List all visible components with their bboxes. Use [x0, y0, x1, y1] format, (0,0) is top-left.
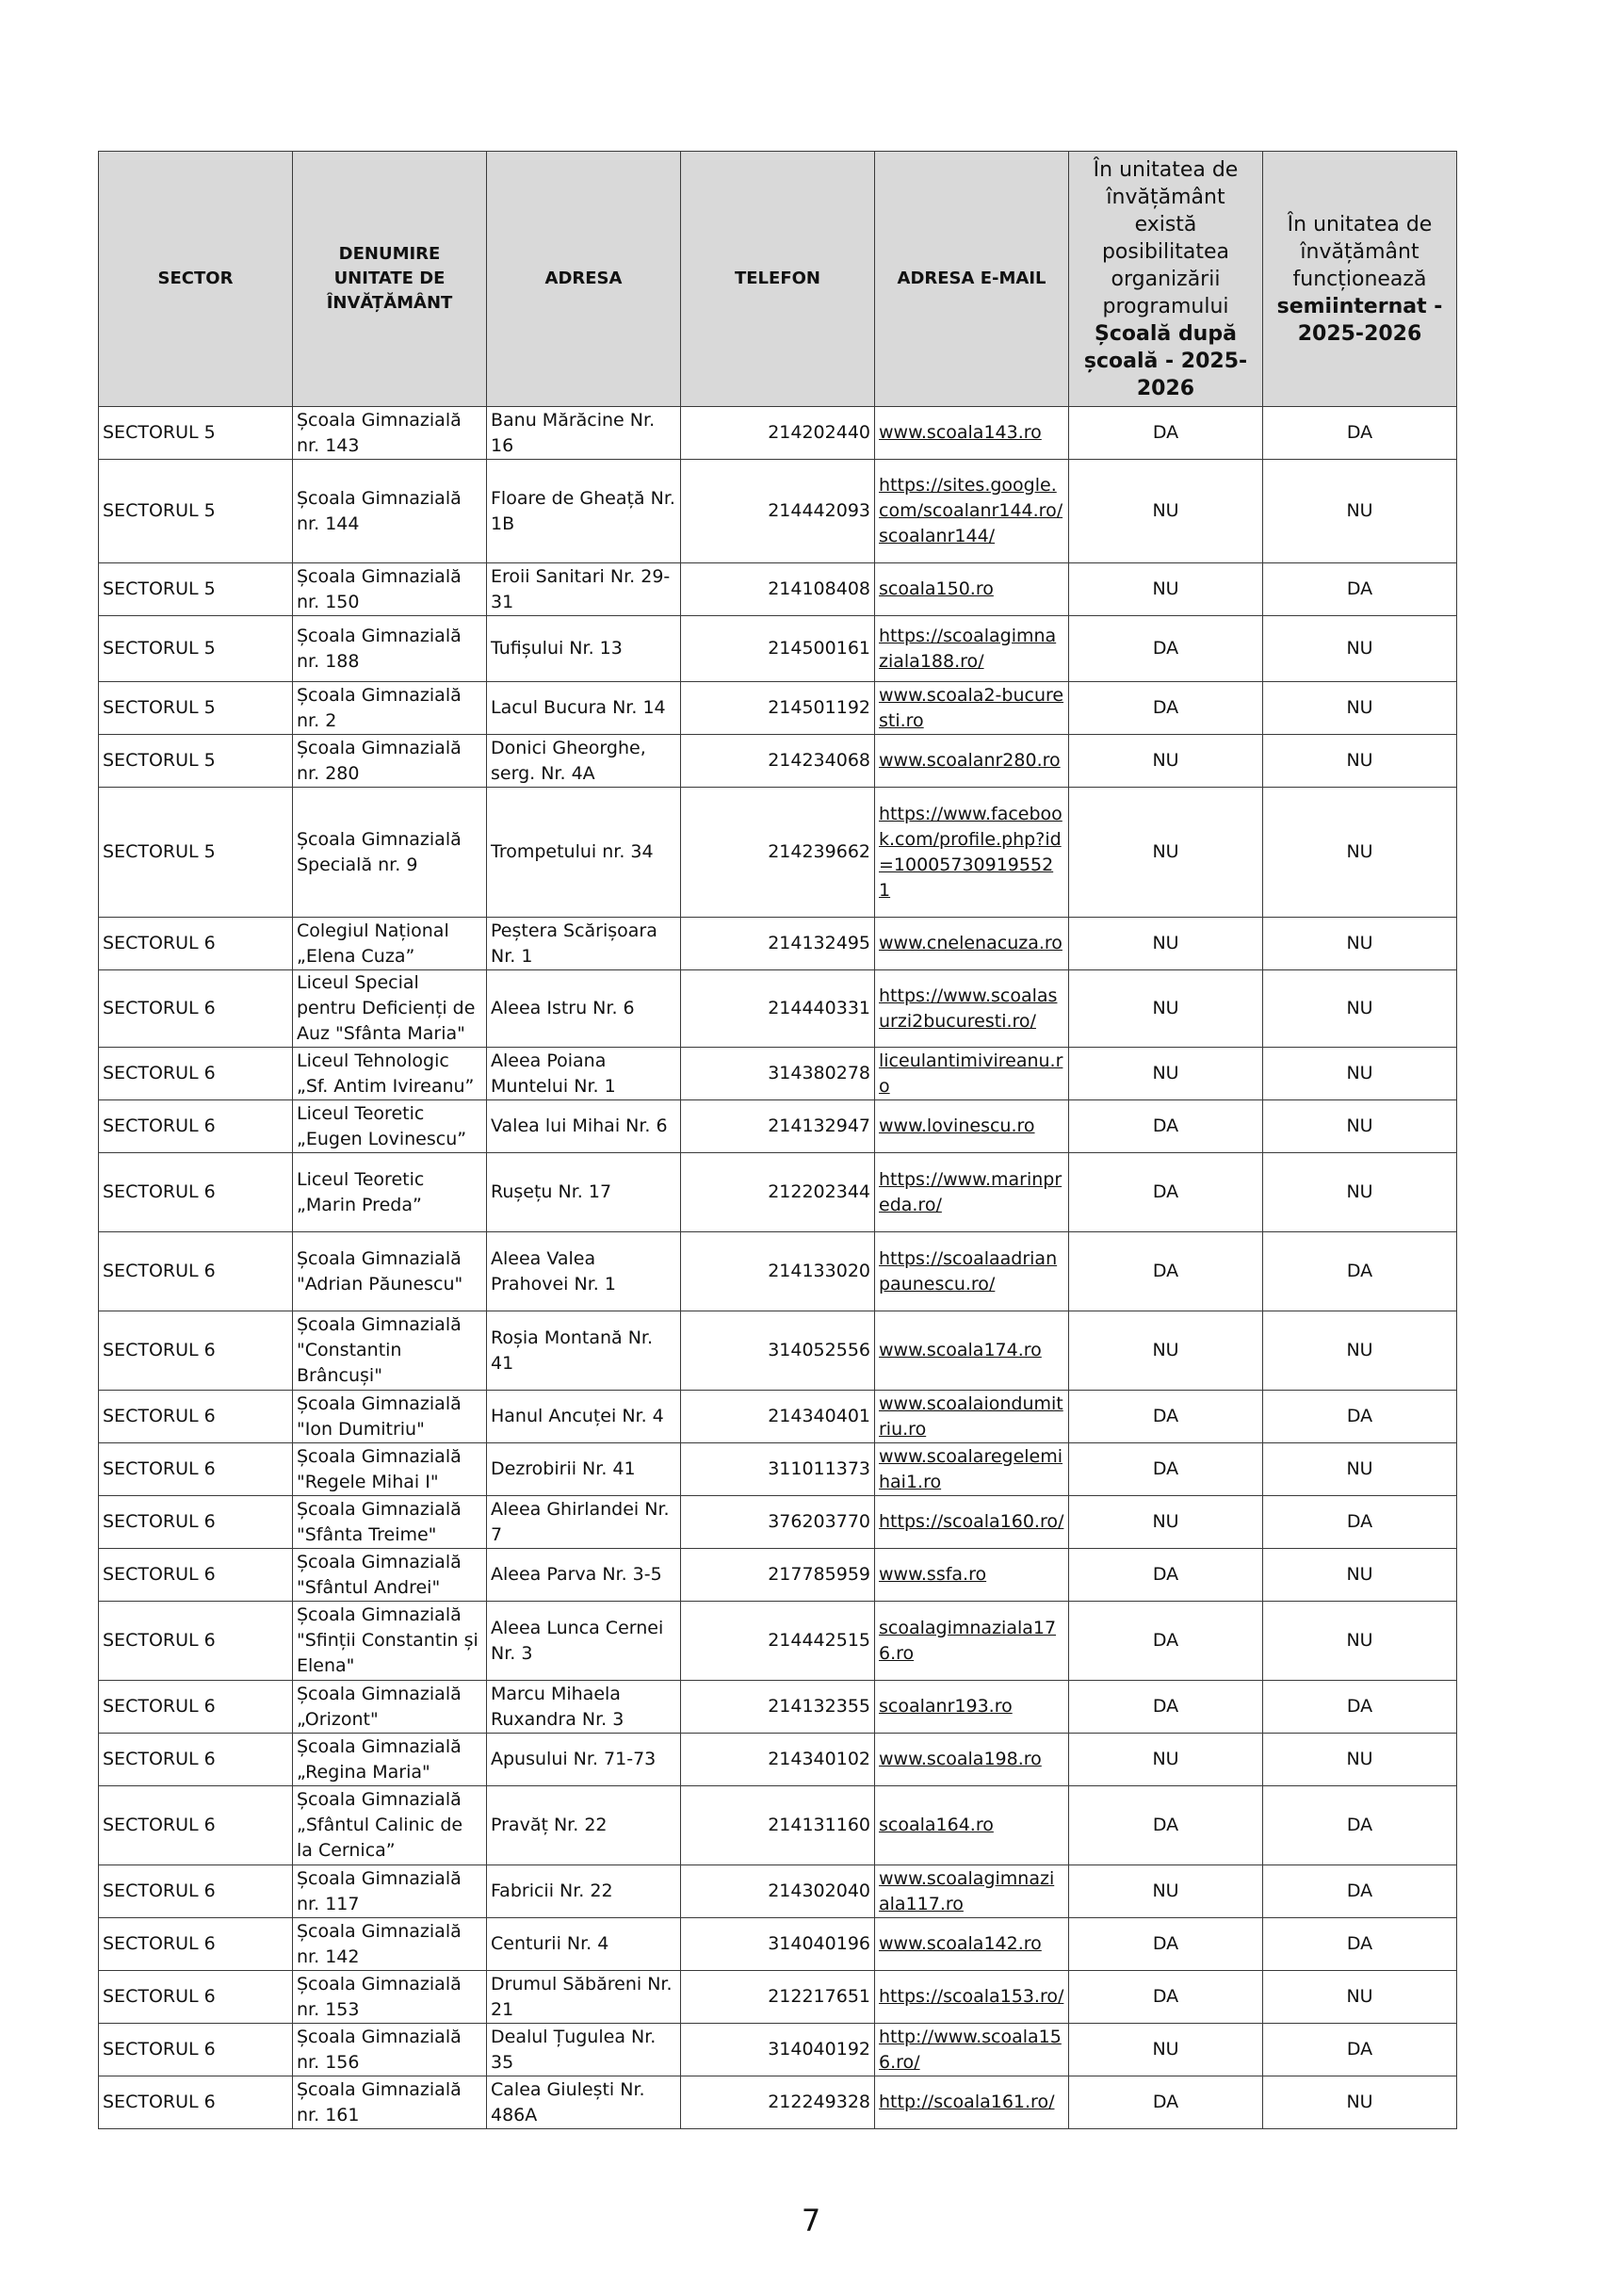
cell-address: Aleea Lunca Cernei Nr. 3: [487, 1602, 681, 1681]
cell-address: Aleea Valea Prahovei Nr. 1: [487, 1232, 681, 1311]
email-link[interactable]: scoala150.ro: [879, 578, 994, 599]
cell-sector: SECTORUL 5: [99, 460, 293, 563]
cell-scoala-dupa-scoala: DA: [1069, 1549, 1263, 1602]
cell-semiinternat: NU: [1263, 918, 1457, 970]
cell-name: Liceul Teoretic „Eugen Lovinescu”: [293, 1100, 487, 1153]
cell-address: Apusului Nr. 71-73: [487, 1734, 681, 1786]
table-row: [99, 616, 1457, 682]
cell-scoala-dupa-scoala: DA: [1069, 616, 1263, 682]
cell-semiinternat: NU: [1263, 1549, 1457, 1602]
cell-sector: SECTORUL 5: [99, 616, 293, 682]
cell-phone: 214442515: [681, 1602, 875, 1681]
cell-address: Tufișului Nr. 13: [487, 616, 681, 682]
cell-name: Școala Gimnazială "Ion Dumitriu": [293, 1391, 487, 1443]
cell-name: Școala Gimnazială "Sfânta Treime": [293, 1496, 487, 1549]
header-scoala-dupa-prefix: În unitatea de învățământ există posibilitatea organizării programului: [1093, 157, 1239, 318]
cell-sector: SECTORUL 5: [99, 788, 293, 918]
cell-name: Colegiul Național „Elena Cuza”: [293, 918, 487, 970]
cell-name: Liceul Teoretic „Marin Preda”: [293, 1153, 487, 1232]
email-link[interactable]: www.scoala174.ro: [879, 1340, 1042, 1360]
cell-scoala-dupa-scoala: DA: [1069, 1786, 1263, 1865]
table-row: [99, 2024, 1457, 2076]
table-row: [99, 788, 1457, 918]
page-number: 7: [801, 2203, 821, 2239]
cell-name: Școala Gimnazială nr. 153: [293, 1971, 487, 2024]
table-row: [99, 1734, 1457, 1786]
cell-name: Școala Gimnazială nr. 150: [293, 563, 487, 616]
cell-scoala-dupa-scoala: DA: [1069, 1971, 1263, 2024]
cell-phone: 214132355: [681, 1681, 875, 1734]
email-link[interactable]: www.scoala143.ro: [879, 422, 1042, 443]
cell-semiinternat: NU: [1263, 2076, 1457, 2129]
table-row: [99, 1865, 1457, 1918]
cell-semiinternat: NU: [1263, 1443, 1457, 1496]
cell-email[interactable]: [875, 1549, 1069, 1602]
cell-phone: 314040192: [681, 2024, 875, 2076]
cell-address: Fabricii Nr. 22: [487, 1865, 681, 1918]
cell-address: Roșia Montană Nr. 41: [487, 1311, 681, 1391]
email-link[interactable]: https://scoala160.ro/: [879, 1511, 1064, 1532]
cell-phone: 214340102: [681, 1734, 875, 1786]
cell-scoala-dupa-scoala: DA: [1069, 1232, 1263, 1311]
table-row: [99, 1602, 1457, 1681]
header-email: ADRESA E-MAIL: [875, 152, 1069, 407]
table-row: [99, 1786, 1457, 1865]
cell-phone: 214132495: [681, 918, 875, 970]
table-row: [99, 1311, 1457, 1391]
cell-semiinternat: DA: [1263, 1232, 1457, 1311]
email-link[interactable]: scoalagimnaziala176.ro: [879, 1617, 1057, 1664]
table-row: [99, 1153, 1457, 1232]
cell-phone: 214131160: [681, 1786, 875, 1865]
cell-phone: 214500161: [681, 616, 875, 682]
email-link[interactable]: http://scoala161.ro/: [879, 2092, 1055, 2112]
email-link[interactable]: www.scoalaregelemihai1.ro: [879, 1445, 1063, 1492]
cell-name: Școala Gimnazială nr. 144: [293, 460, 487, 563]
cell-sector: SECTORUL 5: [99, 407, 293, 460]
cell-name: Școala Gimnazială nr. 142: [293, 1918, 487, 1971]
cell-name: Liceul Tehnologic „Sf. Antim Ivireanu”: [293, 1048, 487, 1100]
cell-semiinternat: DA: [1263, 407, 1457, 460]
cell-name: Școala Gimnazială nr. 143: [293, 407, 487, 460]
cell-email[interactable]: [875, 1391, 1069, 1443]
cell-name: Școala Gimnazială nr. 280: [293, 735, 487, 788]
table-row: [99, 407, 1457, 460]
cell-address: Lacul Bucura Nr. 14: [487, 682, 681, 735]
table-row: [99, 563, 1457, 616]
cell-address: Hanul Ancuței Nr. 4: [487, 1391, 681, 1443]
cell-email[interactable]: [875, 1232, 1069, 1311]
email-link[interactable]: scoalanr193.ro: [879, 1696, 1013, 1717]
cell-name: Școala Gimnazială "Regele Mihai I": [293, 1443, 487, 1496]
cell-email[interactable]: [875, 682, 1069, 735]
email-link[interactable]: https://www.scoalasurzi2bucuresti.ro/: [879, 985, 1058, 1032]
table-row: [99, 1443, 1457, 1496]
cell-scoala-dupa-scoala: DA: [1069, 1681, 1263, 1734]
cell-address: Banu Mărăcine Nr. 16: [487, 407, 681, 460]
cell-scoala-dupa-scoala: NU: [1069, 918, 1263, 970]
email-link[interactable]: www.scoala2-bucuresti.ro: [879, 684, 1064, 731]
cell-name: Școala Gimnazială nr. 161: [293, 2076, 487, 2129]
header-denumire: DENUMIRE UNITATE DE ÎNVĂȚĂMÂNT: [293, 152, 487, 407]
cell-address: Marcu Mihaela Ruxandra Nr. 3: [487, 1681, 681, 1734]
table-row: [99, 682, 1457, 735]
cell-semiinternat: DA: [1263, 1786, 1457, 1865]
cell-address: Trompetului nr. 34: [487, 788, 681, 918]
cell-semiinternat: NU: [1263, 1048, 1457, 1100]
table-row: [99, 1232, 1457, 1311]
table-row: [99, 1918, 1457, 1971]
email-link[interactable]: www.lovinescu.ro: [879, 1115, 1035, 1136]
cell-email[interactable]: [875, 460, 1069, 563]
cell-name: Școala Gimnazială „Sfântul Calinic de la Cernica”: [293, 1786, 487, 1865]
cell-semiinternat: NU: [1263, 970, 1457, 1048]
email-link[interactable]: https://scoalagimnaziala188.ro/: [879, 625, 1057, 672]
cell-phone: 214132947: [681, 1100, 875, 1153]
cell-semiinternat: NU: [1263, 1734, 1457, 1786]
cell-sector: SECTORUL 6: [99, 1734, 293, 1786]
cell-sector: SECTORUL 6: [99, 1549, 293, 1602]
cell-email[interactable]: [875, 1918, 1069, 1971]
table-row: [99, 1971, 1457, 2024]
cell-scoala-dupa-scoala: DA: [1069, 1153, 1263, 1232]
cell-sector: SECTORUL 5: [99, 563, 293, 616]
cell-phone: 314380278: [681, 1048, 875, 1100]
cell-semiinternat: NU: [1263, 1100, 1457, 1153]
email-link[interactable]: https://scoala153.ro/: [879, 1986, 1064, 2007]
cell-sector: SECTORUL 6: [99, 1918, 293, 1971]
cell-name: Școala Gimnazială "Sfântul Andrei": [293, 1549, 487, 1602]
email-link[interactable]: www.scoala142.ro: [879, 1933, 1042, 1954]
cell-name: Liceul Special pentru Deficienți de Auz "Sfânta Maria": [293, 970, 487, 1048]
cell-email[interactable]: [875, 788, 1069, 918]
cell-semiinternat: NU: [1263, 682, 1457, 735]
cell-name: Școala Gimnazială "Sfinții Constantin și Elena": [293, 1602, 487, 1681]
cell-email[interactable]: [875, 1681, 1069, 1734]
table-row: [99, 1391, 1457, 1443]
email-link[interactable]: https://www.facebook.com/profile.php?id=100057309195521: [879, 803, 1062, 901]
cell-phone: 214440331: [681, 970, 875, 1048]
table-row: [99, 2076, 1457, 2129]
cell-sector: SECTORUL 6: [99, 1048, 293, 1100]
cell-email[interactable]: [875, 1100, 1069, 1153]
header-row: [99, 152, 1457, 407]
cell-address: Dezrobirii Nr. 41: [487, 1443, 681, 1496]
cell-scoala-dupa-scoala: DA: [1069, 1100, 1263, 1153]
cell-phone: 376203770: [681, 1496, 875, 1549]
email-link[interactable]: scoala164.ro: [879, 1815, 994, 1835]
cell-semiinternat: NU: [1263, 460, 1457, 563]
cell-phone: 214442093: [681, 460, 875, 563]
cell-semiinternat: DA: [1263, 1918, 1457, 1971]
cell-scoala-dupa-scoala: NU: [1069, 1496, 1263, 1549]
cell-scoala-dupa-scoala: NU: [1069, 970, 1263, 1048]
email-link[interactable]: liceulantimivireanu.ro: [879, 1050, 1063, 1097]
cell-email[interactable]: [875, 1786, 1069, 1865]
cell-sector: SECTORUL 6: [99, 970, 293, 1048]
header-scoala-dupa-scoala: [1069, 152, 1263, 407]
cell-semiinternat: DA: [1263, 2024, 1457, 2076]
table-row: [99, 1100, 1457, 1153]
table-row: [99, 918, 1457, 970]
cell-semiinternat: NU: [1263, 735, 1457, 788]
cell-address: Aleea Istru Nr. 6: [487, 970, 681, 1048]
cell-email[interactable]: [875, 1311, 1069, 1391]
cell-address: Donici Gheorghe, serg. Nr. 4A: [487, 735, 681, 788]
email-link[interactable]: https://www.marinpreda.ro/: [879, 1168, 1062, 1215]
cell-phone: 314052556: [681, 1311, 875, 1391]
cell-scoala-dupa-scoala: DA: [1069, 682, 1263, 735]
cell-address: Eroii Sanitari Nr. 29-31: [487, 563, 681, 616]
cell-sector: SECTORUL 6: [99, 1391, 293, 1443]
cell-phone: 311011373: [681, 1443, 875, 1496]
cell-semiinternat: NU: [1263, 1971, 1457, 2024]
cell-semiinternat: NU: [1263, 616, 1457, 682]
cell-semiinternat: DA: [1263, 1865, 1457, 1918]
cell-email[interactable]: [875, 1971, 1069, 2024]
cell-semiinternat: NU: [1263, 1153, 1457, 1232]
cell-email[interactable]: [875, 918, 1069, 970]
table-row: [99, 460, 1457, 563]
header-sector: SECTOR: [99, 152, 293, 407]
table-row: [99, 1549, 1457, 1602]
cell-sector: SECTORUL 6: [99, 1311, 293, 1391]
cell-scoala-dupa-scoala: NU: [1069, 1865, 1263, 1918]
cell-semiinternat: NU: [1263, 1311, 1457, 1391]
cell-phone: 214302040: [681, 1865, 875, 1918]
cell-address: Valea lui Mihai Nr. 6: [487, 1100, 681, 1153]
cell-email[interactable]: [875, 563, 1069, 616]
cell-address: Aleea Ghirlandei Nr. 7: [487, 1496, 681, 1549]
cell-sector: SECTORUL 6: [99, 1602, 293, 1681]
cell-name: Școala Gimnazială nr. 156: [293, 2024, 487, 2076]
cell-phone: 214108408: [681, 563, 875, 616]
cell-sector: SECTORUL 6: [99, 2024, 293, 2076]
cell-semiinternat: DA: [1263, 1391, 1457, 1443]
cell-scoala-dupa-scoala: NU: [1069, 460, 1263, 563]
cell-address: Dealul Țugulea Nr. 35: [487, 2024, 681, 2076]
cell-sector: SECTORUL 6: [99, 1443, 293, 1496]
cell-phone: 214202440: [681, 407, 875, 460]
email-link[interactable]: www.scoalaiondumitriu.ro: [879, 1392, 1063, 1440]
cell-semiinternat: NU: [1263, 1602, 1457, 1681]
table-body: [99, 407, 1457, 2129]
cell-email[interactable]: [875, 1865, 1069, 1918]
table-row: [99, 1496, 1457, 1549]
cell-email[interactable]: [875, 735, 1069, 788]
cell-sector: SECTORUL 6: [99, 1153, 293, 1232]
cell-name: Școala Gimnazială Specială nr. 9: [293, 788, 487, 918]
header-scoala-dupa-bold: Școală după școală - 2025-2026: [1083, 321, 1248, 400]
cell-address: Aleea Parva Nr. 3-5: [487, 1549, 681, 1602]
cell-email[interactable]: [875, 1443, 1069, 1496]
cell-sector: SECTORUL 6: [99, 1232, 293, 1311]
cell-name: Școala Gimnazială "Adrian Păunescu": [293, 1232, 487, 1311]
cell-name: Școala Gimnazială nr. 2: [293, 682, 487, 735]
cell-name: Școala Gimnazială „Orizont": [293, 1681, 487, 1734]
cell-name: Școala Gimnazială „Regina Maria": [293, 1734, 487, 1786]
email-link[interactable]: www.scoala198.ro: [879, 1749, 1042, 1769]
cell-scoala-dupa-scoala: NU: [1069, 735, 1263, 788]
cell-sector: SECTORUL 6: [99, 918, 293, 970]
header-semiinternat: [1263, 152, 1457, 407]
cell-sector: SECTORUL 6: [99, 1786, 293, 1865]
cell-sector: SECTORUL 5: [99, 682, 293, 735]
cell-email[interactable]: [875, 2076, 1069, 2129]
table-row: [99, 1681, 1457, 1734]
cell-scoala-dupa-scoala: DA: [1069, 1443, 1263, 1496]
cell-scoala-dupa-scoala: DA: [1069, 1391, 1263, 1443]
cell-phone: 214234068: [681, 735, 875, 788]
cell-email[interactable]: [875, 407, 1069, 460]
header-semiinternat-bold: semiinternat - 2025-2026: [1276, 294, 1443, 346]
cell-name: Școala Gimnazială nr. 117: [293, 1865, 487, 1918]
cell-scoala-dupa-scoala: NU: [1069, 563, 1263, 616]
schools-table: [98, 151, 1457, 2129]
cell-sector: SECTORUL 6: [99, 1681, 293, 1734]
cell-address: Centurii Nr. 4: [487, 1918, 681, 1971]
cell-phone: 314040196: [681, 1918, 875, 1971]
cell-email[interactable]: [875, 1496, 1069, 1549]
header-adresa: ADRESA: [487, 152, 681, 407]
email-link[interactable]: www.scoalanr280.ro: [879, 750, 1061, 771]
email-link[interactable]: www.scoalagimnaziala117.ro: [879, 1867, 1055, 1914]
cell-email[interactable]: [875, 970, 1069, 1048]
cell-phone: 214133020: [681, 1232, 875, 1311]
cell-email[interactable]: [875, 1048, 1069, 1100]
cell-email[interactable]: [875, 616, 1069, 682]
cell-semiinternat: DA: [1263, 1496, 1457, 1549]
cell-sector: SECTORUL 6: [99, 1100, 293, 1153]
cell-scoala-dupa-scoala: NU: [1069, 1311, 1263, 1391]
email-link[interactable]: https://sites.google.com/scoalanr144.ro/scoalanr144/: [879, 475, 1063, 546]
cell-phone: 214239662: [681, 788, 875, 918]
cell-scoala-dupa-scoala: NU: [1069, 2024, 1263, 2076]
cell-phone: 217785959: [681, 1549, 875, 1602]
cell-scoala-dupa-scoala: DA: [1069, 407, 1263, 460]
cell-phone: 212202344: [681, 1153, 875, 1232]
cell-address: Rușețu Nr. 17: [487, 1153, 681, 1232]
header-semiinternat-prefix: În unitatea de învățământ funcționează: [1287, 212, 1433, 291]
email-link[interactable]: www.cnelenacuza.ro: [879, 933, 1062, 953]
cell-scoala-dupa-scoala: NU: [1069, 788, 1263, 918]
cell-address: Peștera Scărișoara Nr. 1: [487, 918, 681, 970]
cell-phone: 214340401: [681, 1391, 875, 1443]
cell-name: Școala Gimnazială "Constantin Brâncuși": [293, 1311, 487, 1391]
cell-address: Drumul Săbăreni Nr. 21: [487, 1971, 681, 2024]
cell-address: Calea Giulești Nr. 486A: [487, 2076, 681, 2129]
cell-email[interactable]: [875, 1602, 1069, 1681]
cell-sector: SECTORUL 6: [99, 1496, 293, 1549]
cell-email[interactable]: [875, 1734, 1069, 1786]
cell-scoala-dupa-scoala: NU: [1069, 1734, 1263, 1786]
cell-address: Pravăț Nr. 22: [487, 1786, 681, 1865]
cell-semiinternat: DA: [1263, 1681, 1457, 1734]
cell-semiinternat: NU: [1263, 788, 1457, 918]
table-row: [99, 970, 1457, 1048]
cell-phone: 214501192: [681, 682, 875, 735]
cell-scoala-dupa-scoala: DA: [1069, 2076, 1263, 2129]
cell-address: Floare de Gheață Nr. 1B: [487, 460, 681, 563]
cell-email[interactable]: [875, 2024, 1069, 2076]
email-link[interactable]: www.ssfa.ro: [879, 1564, 987, 1585]
table-row: [99, 735, 1457, 788]
cell-email[interactable]: [875, 1153, 1069, 1232]
cell-sector: SECTORUL 6: [99, 2076, 293, 2129]
cell-name: Școala Gimnazială nr. 188: [293, 616, 487, 682]
cell-sector: SECTORUL 6: [99, 1971, 293, 2024]
email-link[interactable]: https://scoalaadrianpaunescu.ro/: [879, 1247, 1058, 1295]
cell-sector: SECTORUL 6: [99, 1865, 293, 1918]
email-link[interactable]: http://www.scoala156.ro/: [879, 2026, 1062, 2073]
cell-semiinternat: DA: [1263, 563, 1457, 616]
cell-scoala-dupa-scoala: NU: [1069, 1048, 1263, 1100]
cell-scoala-dupa-scoala: DA: [1069, 1918, 1263, 1971]
cell-scoala-dupa-scoala: DA: [1069, 1602, 1263, 1681]
cell-sector: SECTORUL 5: [99, 735, 293, 788]
cell-phone: 212249328: [681, 2076, 875, 2129]
header-telefon: TELEFON: [681, 152, 875, 407]
table-row: [99, 1048, 1457, 1100]
cell-phone: 212217651: [681, 1971, 875, 2024]
cell-address: Aleea Poiana Muntelui Nr. 1: [487, 1048, 681, 1100]
